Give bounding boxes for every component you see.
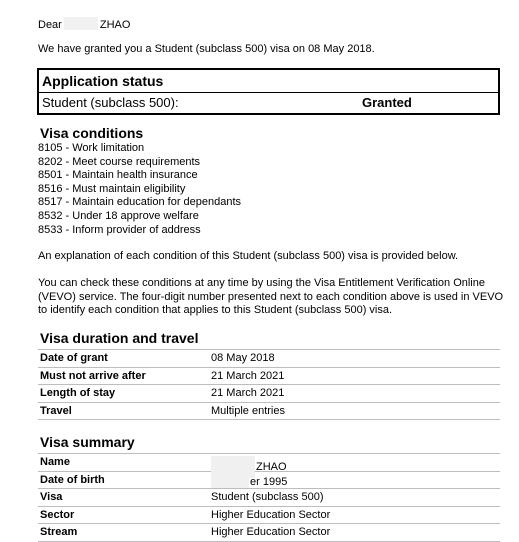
- row-label: Stream: [40, 526, 78, 539]
- row-value: Multiple entries: [211, 404, 285, 417]
- redacted-birth-date: [211, 474, 249, 488]
- application-status-title: Application status: [42, 73, 164, 89]
- visa-summary-heading: Visa summary: [40, 434, 135, 450]
- condition-item: 8517 - Maintain education for dependants: [38, 196, 242, 209]
- row-value: 21 March 2021: [211, 387, 285, 400]
- row-label: Visa: [40, 491, 63, 504]
- row-label: Name: [40, 456, 70, 468]
- row-value: 08 May 2018: [211, 352, 275, 364]
- birth-date-visible-part: er 1995: [250, 475, 288, 488]
- row-value: Student (subclass 500): [211, 491, 324, 504]
- row-value: Higher Education Sector: [211, 526, 331, 539]
- row-label: Date of birth: [40, 473, 105, 486]
- row-label: Date of grant: [40, 352, 108, 364]
- grant-notice: We have granted you a Student (subclass 500) visa on 08 May 2018.: [38, 43, 375, 55]
- condition-item: 8202 - Meet course requirements: [38, 155, 201, 168]
- table-row: [38, 524, 500, 542]
- table-row: [38, 489, 500, 507]
- visa-conditions-list: [38, 142, 241, 237]
- redacted-given-name: [64, 17, 98, 30]
- table-row: [38, 350, 500, 368]
- row-label: Length of stay: [40, 387, 116, 400]
- row-label: Sector: [40, 508, 75, 521]
- condition-item: 8105 - Work limitation: [38, 142, 145, 154]
- visa-conditions-heading: Visa conditions: [40, 125, 144, 141]
- visa-duration-table: [38, 349, 500, 420]
- table-row: [38, 507, 500, 525]
- application-status-box: [37, 68, 500, 115]
- application-status-label: Student (subclass 500):: [42, 95, 179, 110]
- table-row: [38, 454, 500, 472]
- greeting-line: [38, 17, 130, 33]
- table-row: [38, 368, 500, 386]
- name-visible-part: ZHAO: [256, 461, 287, 473]
- table-row: [38, 385, 500, 403]
- visa-summary-table: [38, 453, 500, 542]
- status-divider: [39, 92, 498, 93]
- condition-item: 8516 - Must maintain eligibility: [38, 182, 186, 195]
- application-status-value: Granted: [362, 95, 412, 110]
- condition-item: 8501 - Maintain health insurance: [38, 169, 198, 182]
- surname: ZHAO: [99, 19, 131, 31]
- condition-item: 8533 - Inform provider of address: [38, 223, 201, 236]
- conditions-explanation: An explanation of each condition of this Student (subclass 500) visa is provided below.: [38, 250, 459, 262]
- vevo-paragraph: You can check these conditions at any time by using the Visa Entitlement Verification Online (VEVO) service. The four-digit number presented next to each condition above is used in VEVO to identify each condition that applies to this Student (subclass 500) visa.: [38, 277, 504, 316]
- row-label: Travel: [40, 404, 72, 417]
- row-value: 21 March 2021: [211, 369, 285, 382]
- salutation: Dear: [38, 19, 62, 31]
- row-value: Higher Education Sector: [211, 508, 331, 521]
- table-row: [38, 403, 500, 421]
- condition-item: 8532 - Under 18 approve welfare: [38, 209, 199, 222]
- row-label: Must not arrive after: [40, 369, 146, 382]
- visa-duration-heading: Visa duration and travel: [40, 330, 199, 346]
- row-value: [211, 474, 287, 488]
- table-row: [38, 472, 500, 490]
